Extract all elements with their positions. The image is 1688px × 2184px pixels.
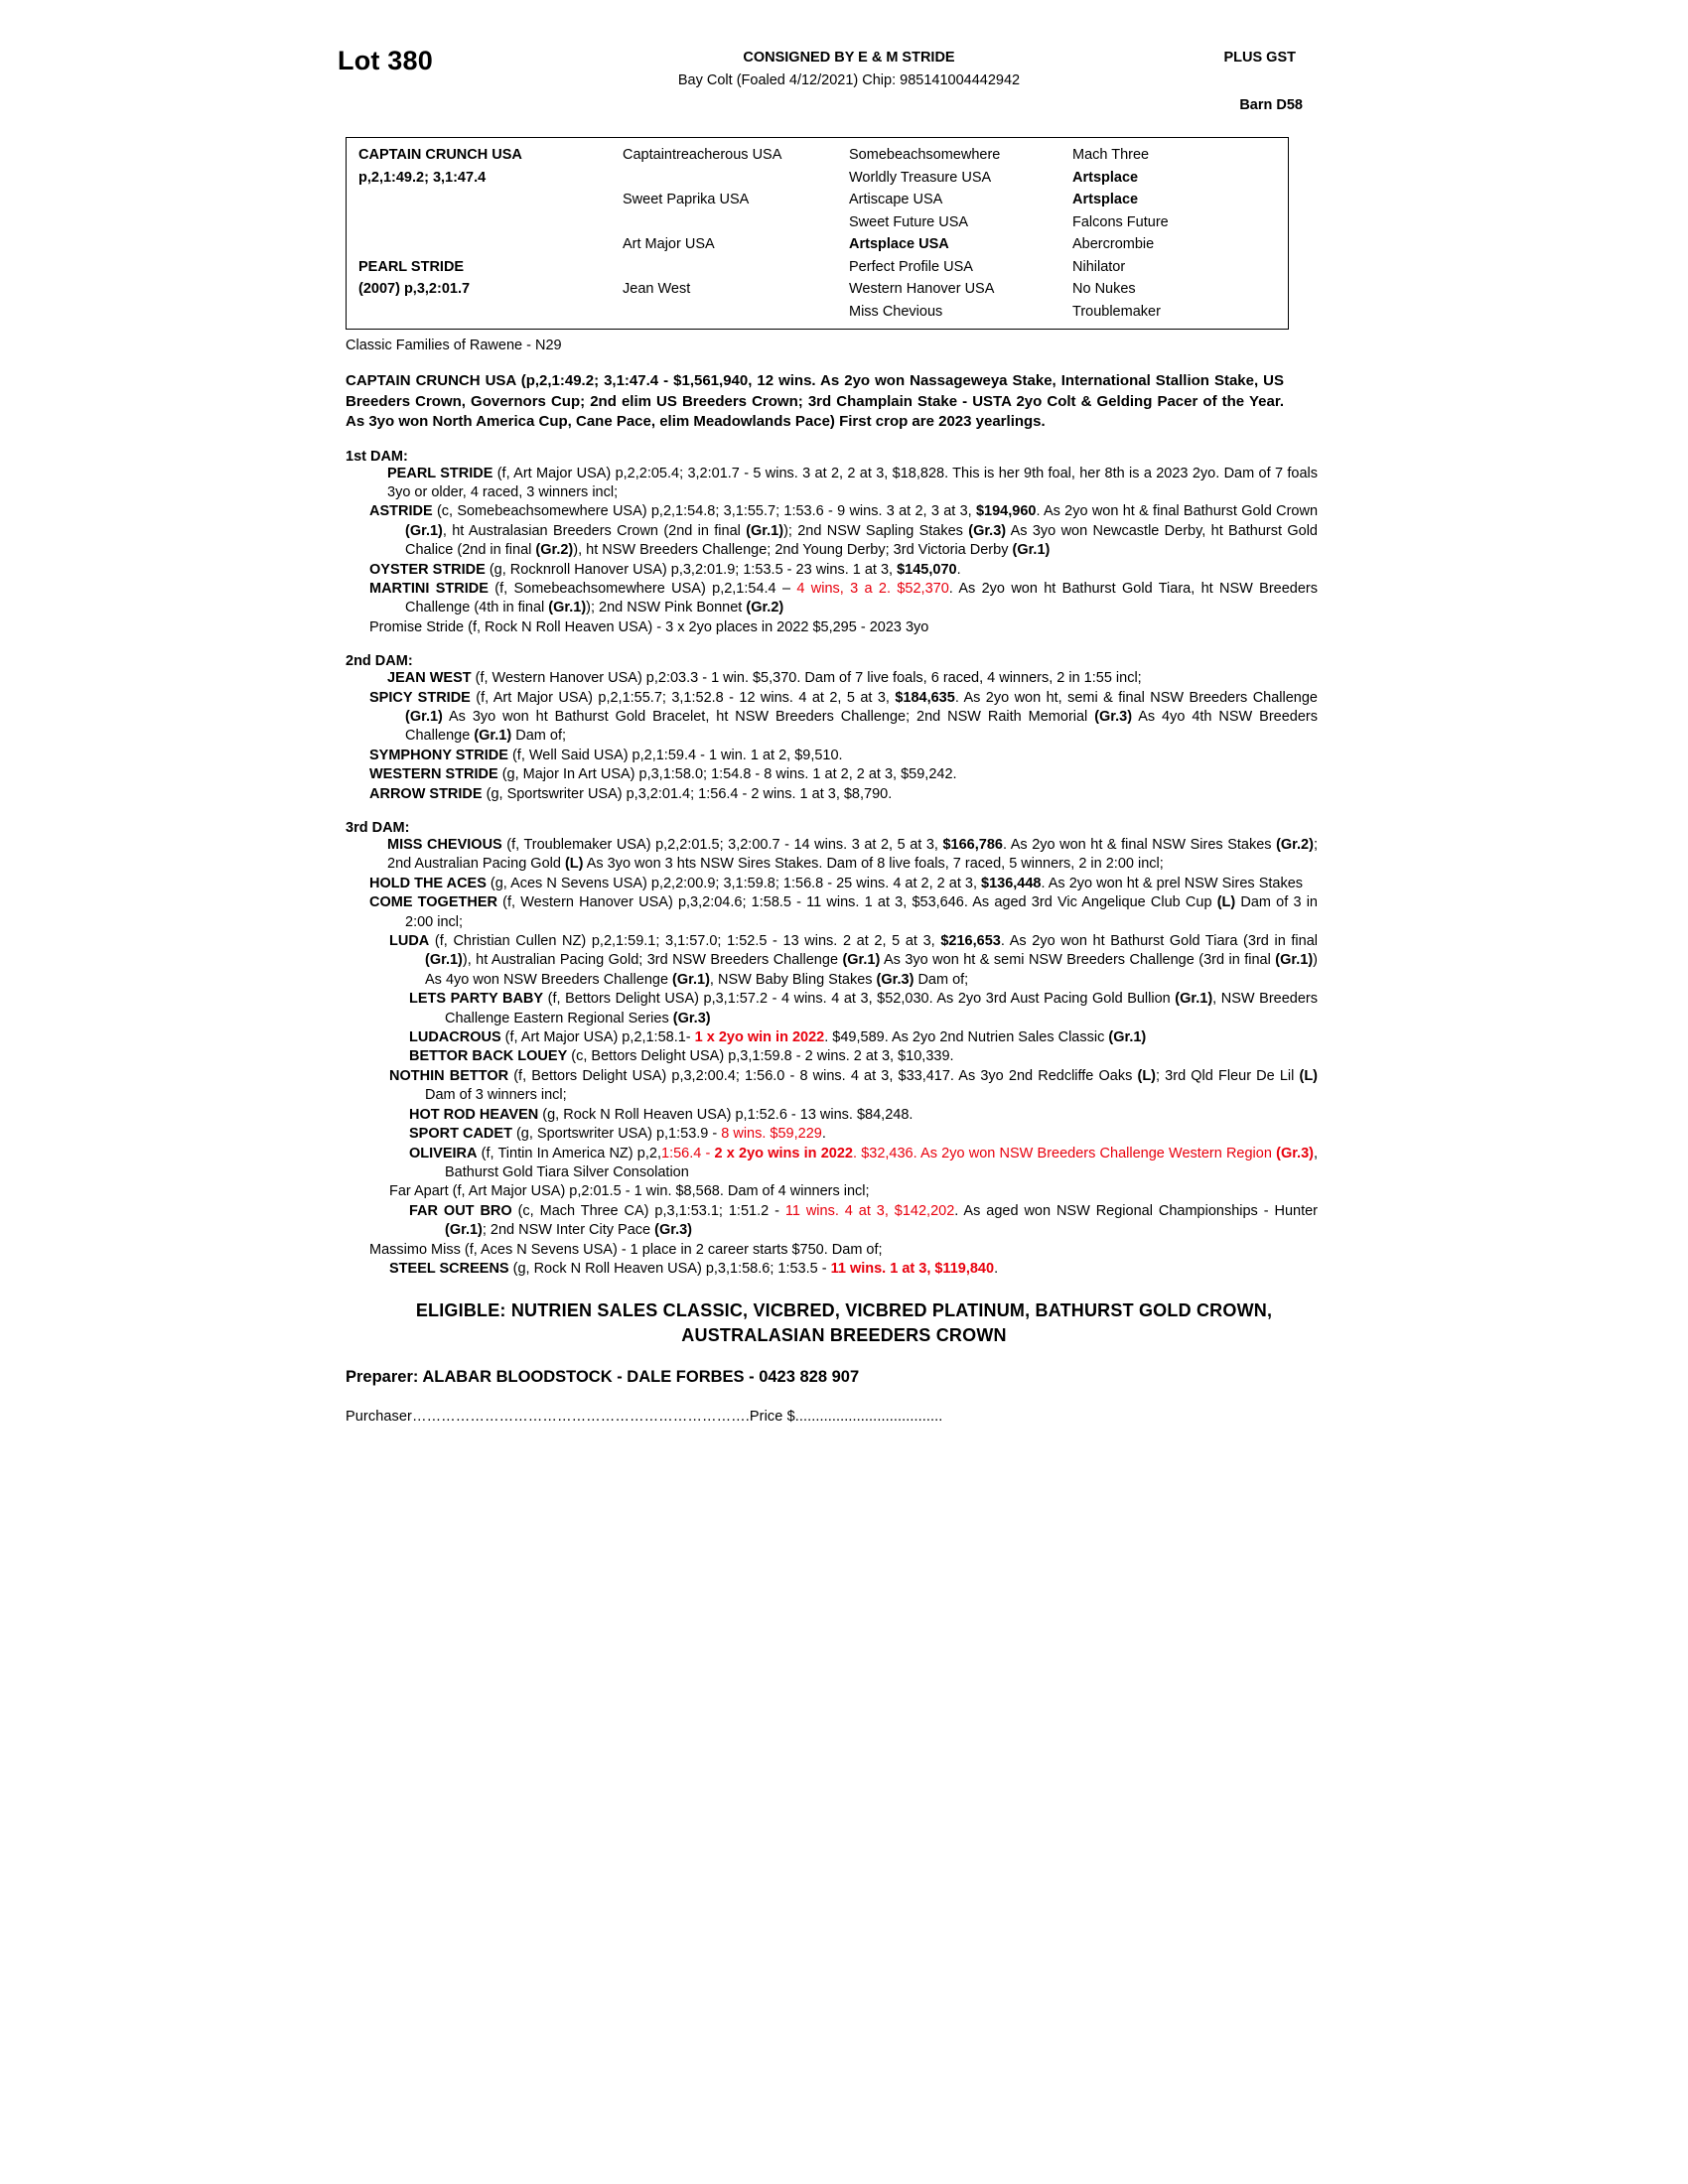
- pedigree-gen3-cell: Worldly Treasure USA: [849, 169, 992, 186]
- pedigree-gen2-cell: [623, 301, 849, 324]
- grade-tag: (Gr.1): [672, 971, 710, 988]
- pedigree-gen4-cell: No Nukes: [1072, 281, 1136, 297]
- animal-details: ), ht NSW Breeders Challenge; 2nd Young Derby; 3rd Victoria Derby: [573, 542, 1013, 559]
- earnings: $184,635: [895, 689, 955, 706]
- pedigree-gen3-cell: Artiscape USA: [849, 192, 943, 207]
- animal-details: . As 2yo won ht Bathurst Gold Tiara (3rd in final: [1000, 933, 1319, 950]
- pedigree-row: [347, 211, 1288, 234]
- dam-entry-ludacrous: [409, 1028, 1318, 1047]
- animal-details: . As aged won NSW Regional Championships - Hunter: [954, 1202, 1318, 1219]
- animal-details: . As 2yo won ht & final NSW Sires Stakes: [1002, 837, 1277, 853]
- animal-details: (c, Mach Three CA) p,3,1:53.1; 1:51.2 -: [511, 1202, 785, 1219]
- dam-entry-lets-party-baby: [409, 990, 1318, 1028]
- animal-name: MISS CHEVIOUS: [387, 837, 502, 853]
- animal-name: ASTRIDE: [369, 503, 433, 520]
- dam-entry-oliveira: [409, 1145, 1318, 1183]
- grade-tag: (L): [564, 856, 584, 873]
- animal-name: JEAN WEST: [387, 670, 472, 687]
- grade-tag: (Gr.1): [1175, 991, 1213, 1008]
- animal-details: , ht Australasian Breeders Crown (2nd in final: [442, 522, 747, 539]
- pedigree-table: [346, 137, 1289, 330]
- animal-details: Dam of;: [511, 728, 566, 745]
- animal-name: SYMPHONY STRIDE: [369, 747, 508, 763]
- pedigree-spacer-cell: [347, 189, 623, 211]
- pedigree-gen4-cell: Troublemaker: [1072, 303, 1161, 320]
- animal-details: As 3yo won 3 hts NSW Sires Stakes. Dam of 8 live foals, 7 raced, 5 winners, 2 in 2:00 incl;: [583, 856, 1164, 873]
- grade-tag: (Gr.2): [535, 542, 574, 559]
- dam-entry-arrow-stride: [369, 785, 1318, 804]
- grade-tag: (Gr.3): [654, 1222, 693, 1239]
- animal-details: (f, Aces N Sevens USA) - 1 place in 2 career starts $750. Dam of;: [460, 1241, 883, 1258]
- animal-name: Far Apart: [389, 1183, 449, 1200]
- dam-entry-far-apart: [389, 1182, 1318, 1201]
- pedigree-gen4-cell: Mach Three: [1072, 147, 1150, 163]
- animal-name: LUDA: [389, 933, 430, 950]
- animal-details: (f, Art Major USA) p,2:01.5 - 1 win. $8,568. Dam of 4 winners incl;: [448, 1183, 870, 1200]
- grade-tag: (Gr.2): [1276, 837, 1314, 853]
- animal-details: As 3yo won ht & semi NSW Breeders Challenge (3rd in final: [880, 952, 1276, 969]
- pedigree-gen4-cell: Artsplace: [1072, 169, 1139, 186]
- updated-result-red-bold: 2 x 2yo wins in 2022: [714, 1145, 853, 1161]
- animal-name: COME TOGETHER: [369, 894, 497, 911]
- animal-details: (f, Bettors Delight USA) p,3,1:57.2 - 4 wins. 4 at 3, $52,030. As 2yo 3rd Aust Pacing Gold Bullion: [543, 991, 1176, 1008]
- dam-entry-luda: [389, 932, 1318, 990]
- animal-name: ARROW STRIDE: [369, 785, 483, 802]
- animal-details: (f, Tintin In America NZ) p,2,: [477, 1145, 661, 1161]
- animal-name: HOT ROD HEAVEN: [409, 1106, 539, 1123]
- pedigree-gen2-cell: Art Major USA: [623, 236, 715, 252]
- pedigree-spacer-cell: [347, 233, 623, 256]
- animal-details: (f, Somebeachsomewhere USA) p,2,1:54.4 –: [488, 580, 797, 597]
- purchaser-price-line: Purchaser…………………………………………………………….Price $....................................: [346, 1409, 943, 1426]
- page-header: [338, 40, 1350, 125]
- earnings: $194,960: [975, 503, 1037, 520]
- dam-entry-far-out-bro: [409, 1202, 1318, 1241]
- grade-tag: (Gr.1): [548, 600, 587, 616]
- animal-name: MARTINI STRIDE: [369, 580, 489, 597]
- grade-tag: (Gr.2): [746, 600, 784, 616]
- animal-details: As 4yo 4th NSW Breeders Challenge: [405, 708, 1318, 745]
- dam-entry-hot-rod-heaven: [409, 1106, 1318, 1125]
- pedigree-dam-cell: PEARL STRIDE: [358, 258, 465, 275]
- pedigree-gen3-cell: Somebeachsomewhere: [849, 147, 1001, 163]
- dam-entry-astride: [369, 502, 1318, 560]
- pedigree-gen4-cell: Falcons Future: [1072, 213, 1169, 230]
- pedigree-gen2-cell: Jean West: [623, 281, 691, 297]
- animal-details: . As 2yo won ht Bathurst Gold Tiara, ht NSW Breeders Challenge (4th in final: [405, 580, 1318, 616]
- earnings: $166,786: [942, 837, 1003, 853]
- animal-details: .: [994, 1260, 999, 1277]
- animal-details: (g, Aces N Sevens USA) p,2,2:00.9; 3,1:59.8; 1:56.8 - 25 wins. 4 at 2, 2 at 3,: [486, 875, 982, 891]
- pedigree-gen3-cell: Miss Chevious: [849, 303, 943, 320]
- page-sheet: [338, 40, 1350, 1425]
- animal-details: . $49,589. As 2yo 2nd Nutrien Sales Classic: [824, 1029, 1109, 1046]
- animal-details: ); 2nd NSW Sapling Stakes: [783, 522, 969, 539]
- animal-details: (c, Bettors Delight USA) p,3,1:59.8 - 2 wins. 2 at 3, $10,339.: [567, 1048, 954, 1065]
- animal-details: As 3yo won ht Bathurst Gold Bracelet, ht NSW Breeders Challenge; 2nd NSW Raith Memorial: [442, 708, 1095, 725]
- grade-tag: (Gr.1): [405, 522, 443, 539]
- animal-name: PEARL STRIDE: [387, 465, 493, 481]
- animal-name: BETTOR BACK LOUEY: [409, 1048, 568, 1065]
- animal-details: , NSW Breeders Challenge Eastern Regional Series: [445, 991, 1318, 1026]
- animal-details: (g, Major In Art USA) p,3,1:58.0; 1:54.8 - 8 wins. 1 at 2, 2 at 3, $59,242.: [497, 766, 957, 783]
- earnings: $145,070: [897, 561, 957, 578]
- pedigree-row: [347, 167, 1288, 190]
- dam-entry-martini-stride: [369, 580, 1318, 618]
- pedigree-gen4-cell: Abercrombie: [1072, 236, 1155, 252]
- updated-result-red: 11 wins. 4 at 3, $142,202: [784, 1202, 955, 1219]
- animal-details: As 3yo won Newcastle Derby, ht Bathurst Gold Chalice (2nd in final: [405, 522, 1318, 559]
- pedigree-row: [347, 256, 1288, 279]
- pedigree-gen3-cell: Western Hanover USA: [849, 281, 995, 297]
- animal-details: , Bathurst Gold Tiara Silver Consolation: [445, 1145, 1319, 1180]
- grade-tag: (Gr.1): [746, 522, 784, 539]
- animal-details: . As 2yo won ht & prel NSW Sires Stakes: [1041, 875, 1304, 891]
- updated-result-red: 11 wins. 1 at 3, $119,840: [830, 1260, 995, 1277]
- grade-tag: (L): [1216, 894, 1236, 911]
- animal-name: Massimo Miss: [369, 1241, 461, 1258]
- pedigree-gen3-cell: Sweet Future USA: [849, 213, 969, 230]
- pedigree-row: [347, 301, 1288, 324]
- animal-details: (f, Well Said USA) p,2,1:59.4 - 1 win. 1 at 2, $9,510.: [507, 747, 843, 763]
- animal-details: ; 2nd NSW Inter City Pace: [482, 1222, 655, 1239]
- pedigree-spacer-cell: [347, 301, 623, 324]
- dam-entry-come-together: [369, 893, 1318, 932]
- animal-name: OYSTER STRIDE: [369, 561, 486, 578]
- animal-details: ; 3rd Qld Fleur De Lil: [1156, 1067, 1300, 1084]
- animal-details: , NSW Baby Bling Stakes: [709, 971, 877, 988]
- animal-details: (f, Western Hanover USA) p,2:03.3 - 1 win. $5,370. Dam of 7 live foals, 6 raced, 4 winners, 2 in 1:55 incl;: [471, 670, 1142, 687]
- pedigree-gen3-cell: Artsplace USA: [849, 236, 949, 252]
- pedigree-gen2-cell: [623, 256, 849, 279]
- animal-name: FAR OUT BRO: [409, 1202, 512, 1219]
- grade-tag: (L): [1137, 1067, 1157, 1084]
- lot-number: Lot 380: [338, 46, 433, 75]
- grade-tag-red: (Gr.3): [1276, 1145, 1314, 1161]
- animal-name: WESTERN STRIDE: [369, 766, 498, 783]
- pedigree-dam-record-cell: (2007) p,3,2:01.7: [358, 281, 471, 297]
- grade-tag: (Gr.1): [842, 952, 881, 969]
- updated-result-red: 1 x 2yo win in 2022: [694, 1029, 825, 1046]
- animal-name: SPICY STRIDE: [369, 689, 471, 706]
- animal-description: Bay Colt (Foaled 4/12/2021) Chip: 985141004442942: [677, 72, 1021, 88]
- animal-details: (f, Art Major USA) p,2,1:58.1-: [500, 1029, 695, 1046]
- animal-details: ); 2nd NSW Pink Bonnet: [586, 600, 747, 616]
- animal-name: LUDACROUS: [409, 1029, 501, 1046]
- updated-result-red: 1:56.4 -: [661, 1145, 715, 1161]
- classic-families-line: Classic Families of Rawene - N29: [346, 338, 562, 353]
- pedigree-gen2-cell: [623, 211, 849, 234]
- grade-tag: (Gr.3): [968, 522, 1007, 539]
- animal-name: LETS PARTY BABY: [409, 991, 544, 1008]
- preparer-line: Preparer: ALABAR BLOODSTOCK - DALE FORBES - 0423 828 907: [346, 1368, 860, 1387]
- grade-tag: (Gr.3): [672, 1010, 711, 1026]
- updated-result-red: 4 wins, 3 a 2. $52,370: [796, 580, 949, 597]
- animal-details: . As 2yo won ht & final Bathurst Gold Crown: [1036, 503, 1319, 520]
- first-dam-heading: 1st DAM:: [346, 448, 408, 465]
- grade-tag: (L): [1299, 1067, 1319, 1084]
- animal-name: HOLD THE ACES: [369, 875, 487, 891]
- pedigree-gen2-cell: Sweet Paprika USA: [623, 192, 750, 207]
- dam-entry-western-stride: [369, 765, 1318, 784]
- animal-name: SPORT CADET: [409, 1126, 512, 1143]
- pedigree-gen2-cell: Captaintreacherous USA: [623, 147, 782, 163]
- animal-details: Dam of 3 in 2:00 incl;: [405, 894, 1318, 930]
- dam-entry-miss-chevious: [352, 836, 1318, 875]
- animal-details: (f, Bettors Delight USA) p,3,2:00.4; 1:56.0 - 8 wins. 4 at 3, $33,417. As 3yo 2nd Redcliffe Oaks: [508, 1067, 1138, 1084]
- pedigree-gen4-cell: Nihilator: [1072, 258, 1126, 275]
- animal-details: Dam of;: [914, 971, 969, 988]
- animal-details: (f, Art Major USA) p,2,1:55.7; 3,1:52.8 - 12 wins. 4 at 2, 5 at 3,: [470, 689, 896, 706]
- dam-entry-pearl-stride: [352, 465, 1318, 503]
- dam-entry-bettor-back-louey: [409, 1047, 1318, 1066]
- animal-details: ), ht Australian Pacing Gold; 3rd NSW Breeders Challenge: [462, 952, 843, 969]
- animal-details: (g, Sportswriter USA) p,3,2:01.4; 1:56.4 - 2 wins. 1 at 3, $8,790.: [482, 785, 893, 802]
- dam-entry-spicy-stride: [369, 689, 1318, 747]
- animal-details: (f, Troublemaker USA) p,2,2:01.5; 3,2:00.7 - 14 wins. 3 at 2, 5 at 3,: [501, 837, 943, 853]
- dam-entry-steel-screens: [389, 1260, 1318, 1279]
- earnings: $136,448: [981, 875, 1042, 891]
- animal-details: .: [821, 1126, 826, 1143]
- animal-name: NOTHIN BETTOR: [389, 1067, 509, 1084]
- animal-details: (f, Art Major USA) p,2,2:05.4; 3,2:01.7 - 5 wins. 3 at 2, 2 at 3, $18,828. This is her 9th foal, her 8th is a 2023 2yo. Dam of 7 foals 3yo or older, 4 raced, 3 winners incl;: [387, 465, 1318, 500]
- grade-tag: (Gr.1): [1275, 952, 1314, 969]
- updated-result-red: . $32,436. As 2yo won NSW Breeders Challenge Western Region: [852, 1145, 1277, 1161]
- grade-tag: (Gr.1): [445, 1222, 483, 1239]
- grade-tag: (Gr.1): [425, 952, 463, 969]
- pedigree-row: [347, 233, 1288, 256]
- pedigree-row: [347, 144, 1288, 167]
- pedigree-spacer-cell: [347, 211, 623, 234]
- updated-result-red: 8 wins. $59,229: [721, 1126, 822, 1143]
- pedigree-gen4-cell: Artsplace: [1072, 192, 1139, 207]
- animal-details: (f, Rock N Roll Heaven USA) - 3 x 2yo places in 2022 $5,295 - 2023 3yo: [464, 618, 929, 635]
- animal-details: ) As 4yo won NSW Breeders Challenge: [425, 952, 1318, 988]
- animal-details: (g, Sportswriter USA) p,1:53.9 -: [511, 1126, 722, 1143]
- dam-entry-jean-west: [352, 669, 1318, 688]
- dam-entry-symphony-stride: [369, 747, 1318, 765]
- pedigree-gen2-cell: [623, 167, 849, 190]
- grade-tag: (Gr.1): [405, 708, 443, 725]
- pedigree-row: [347, 278, 1288, 301]
- animal-details: Dam of 3 winners incl;: [425, 1087, 567, 1104]
- grade-tag: (Gr.1): [1108, 1029, 1147, 1046]
- animal-details: (f, Western Hanover USA) p,3,2:04.6; 1:58.5 - 11 wins. 1 at 3, $53,646. As aged 3rd Vic Angelique Club Cup: [496, 894, 1217, 911]
- animal-details: (c, Somebeachsomewhere USA) p,2,1:54.8; 3,1:55.7; 1:53.6 - 9 wins. 3 at 2, 3 at 3,: [432, 503, 976, 520]
- dam-entry-promise-stride: [369, 618, 1318, 637]
- dam-entry-nothin-bettor: [389, 1067, 1318, 1106]
- animal-details: .: [956, 561, 961, 578]
- animal-details: (g, Rocknroll Hanover USA) p,3,2:01.9; 1:53.5 - 23 wins. 1 at 3,: [485, 561, 898, 578]
- animal-details: ; 2nd Australian Pacing Gold: [387, 837, 1318, 873]
- pedigree-sire-record-cell: p,2,1:49.2; 3,1:47.4: [358, 169, 487, 186]
- dam-entry-oyster-stride: [369, 561, 1318, 580]
- animal-details: (f, Christian Cullen NZ) p,2,1:59.1; 3,1:57.0; 1:52.5 - 13 wins. 2 at 2, 5 at 3,: [429, 933, 941, 950]
- earnings: $216,653: [940, 933, 1001, 950]
- animal-name: STEEL SCREENS: [389, 1260, 509, 1277]
- animal-details: (g, Rock N Roll Heaven USA) p,3,1:58.6; 1:53.5 -: [508, 1260, 831, 1277]
- animal-name: Promise Stride: [369, 618, 465, 635]
- pedigree-row: [347, 189, 1288, 211]
- grade-tag: (Gr.3): [876, 971, 914, 988]
- animal-name: OLIVEIRA: [409, 1145, 478, 1161]
- second-dam-heading: 2nd DAM:: [346, 653, 413, 670]
- eligible-text: ELIGIBLE: NUTRIEN SALES CLASSIC, VICBRED, VICBRED PLATINUM, BATHURST GOLD CROWN, AUSTRALASIAN BREEDERS CROWN: [415, 1300, 1273, 1346]
- animal-details: (g, Rock N Roll Heaven USA) p,1:52.6 - 13 wins. $84,248.: [538, 1106, 914, 1123]
- grade-tag: (Gr.1): [1012, 542, 1051, 559]
- third-dam-heading: 3rd DAM:: [346, 820, 410, 836]
- pedigree-sire-cell: CAPTAIN CRUNCH USA: [358, 147, 522, 163]
- animal-details: . As 2yo won ht, semi & final NSW Breeders Challenge: [954, 689, 1318, 706]
- grade-tag: (Gr.3): [1094, 708, 1133, 725]
- dam-entry-hold-the-aces: [369, 875, 1318, 893]
- dam-entry-massimo-miss: [369, 1241, 1318, 1260]
- barn-label: Barn D58: [1239, 97, 1303, 113]
- dam-entry-sport-cadet: [409, 1125, 1318, 1144]
- plus-gst-label: PLUS GST: [1223, 50, 1296, 66]
- sire-paragraph: CAPTAIN CRUNCH USA (p,2,1:49.2; 3,1:47.4 - $1,561,940, 12 wins. As 2yo won Nassageweya Stake, International Stallion Stake, US Breeders Crown, Governors Cup; 2nd elim US Breeders Crown; 3rd Champlain Stake - USTA 2yo Colt & Gelding Pacer of the Year. As 3yo won North America Cup, Cane Pace, elim Meadowlands Pace) First crop are 2023 yearlings.: [346, 372, 1284, 430]
- pedigree-gen3-cell: Perfect Profile USA: [849, 258, 973, 275]
- grade-tag: (Gr.1): [474, 728, 512, 745]
- consignor-line: CONSIGNED BY E & M STRIDE: [743, 50, 955, 66]
